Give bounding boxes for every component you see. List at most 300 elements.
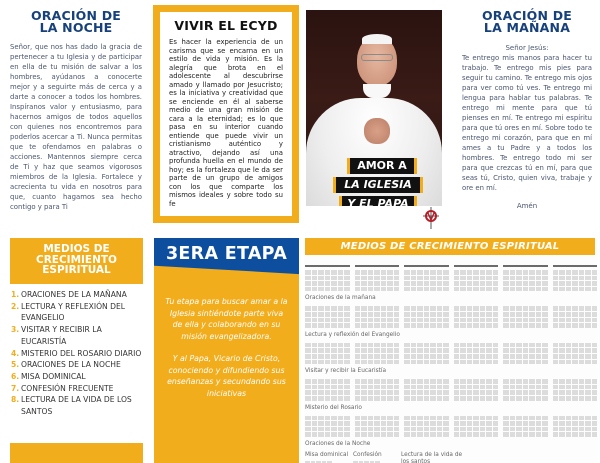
day-checkbox[interactable] <box>510 385 516 390</box>
day-checkbox[interactable] <box>516 427 522 432</box>
day-checkbox[interactable] <box>536 390 542 395</box>
day-checkbox[interactable] <box>443 318 449 323</box>
day-checkbox[interactable] <box>312 323 318 328</box>
day-checkbox[interactable] <box>516 348 522 353</box>
day-checkbox[interactable] <box>529 432 535 437</box>
day-checkbox[interactable] <box>493 427 499 432</box>
day-checkbox[interactable] <box>503 276 509 281</box>
day-checkbox[interactable] <box>473 421 479 426</box>
day-checkbox[interactable] <box>344 312 350 317</box>
day-checkbox[interactable] <box>480 432 486 437</box>
day-checkbox[interactable] <box>338 281 344 286</box>
day-checkbox[interactable] <box>312 348 318 353</box>
day-checkbox[interactable] <box>592 421 598 426</box>
day-checkbox[interactable] <box>542 312 548 317</box>
day-checkbox[interactable] <box>473 416 479 421</box>
day-checkbox[interactable] <box>510 432 516 437</box>
day-checkbox[interactable] <box>394 312 400 317</box>
day-checkbox[interactable] <box>454 360 460 365</box>
day-checkbox[interactable] <box>454 421 460 426</box>
day-checkbox[interactable] <box>344 276 350 281</box>
day-checkbox[interactable] <box>430 421 436 426</box>
day-checkbox[interactable] <box>503 312 509 317</box>
day-checkbox[interactable] <box>454 396 460 401</box>
day-checkbox[interactable] <box>361 287 367 292</box>
day-checkbox[interactable] <box>387 390 393 395</box>
day-checkbox[interactable] <box>480 354 486 359</box>
day-checkbox[interactable] <box>579 318 585 323</box>
day-checkbox[interactable] <box>404 276 410 281</box>
day-checkbox[interactable] <box>417 323 423 328</box>
day-checkbox[interactable] <box>404 348 410 353</box>
day-checkbox[interactable] <box>312 306 318 311</box>
day-checkbox[interactable] <box>559 379 565 384</box>
day-checkbox[interactable] <box>443 421 449 426</box>
day-checkbox[interactable] <box>572 379 578 384</box>
day-checkbox[interactable] <box>374 416 380 421</box>
day-checkbox[interactable] <box>443 354 449 359</box>
day-checkbox[interactable] <box>361 427 367 432</box>
day-checkbox[interactable] <box>553 354 559 359</box>
day-checkbox[interactable] <box>305 427 311 432</box>
day-checkbox[interactable] <box>430 276 436 281</box>
day-checkbox[interactable] <box>430 427 436 432</box>
day-checkbox[interactable] <box>344 385 350 390</box>
day-checkbox[interactable] <box>368 379 374 384</box>
day-checkbox[interactable] <box>536 287 542 292</box>
day-checkbox[interactable] <box>536 348 542 353</box>
day-checkbox[interactable] <box>553 323 559 328</box>
day-checkbox[interactable] <box>559 416 565 421</box>
day-checkbox[interactable] <box>480 312 486 317</box>
day-checkbox[interactable] <box>454 354 460 359</box>
day-checkbox[interactable] <box>424 281 430 286</box>
day-checkbox[interactable] <box>516 432 522 437</box>
day-checkbox[interactable] <box>394 281 400 286</box>
day-checkbox[interactable] <box>361 318 367 323</box>
day-checkbox[interactable] <box>374 312 380 317</box>
day-checkbox[interactable] <box>424 360 430 365</box>
day-checkbox[interactable] <box>467 306 473 311</box>
day-checkbox[interactable] <box>361 421 367 426</box>
day-checkbox[interactable] <box>473 318 479 323</box>
day-checkbox[interactable] <box>338 416 344 421</box>
day-checkbox[interactable] <box>368 416 374 421</box>
day-checkbox[interactable] <box>529 427 535 432</box>
day-checkbox[interactable] <box>312 270 318 275</box>
day-checkbox[interactable] <box>566 354 572 359</box>
day-checkbox[interactable] <box>566 432 572 437</box>
day-checkbox[interactable] <box>430 396 436 401</box>
day-checkbox[interactable] <box>493 270 499 275</box>
day-checkbox[interactable] <box>312 318 318 323</box>
day-checkbox[interactable] <box>566 396 572 401</box>
day-checkbox[interactable] <box>460 421 466 426</box>
day-checkbox[interactable] <box>536 421 542 426</box>
day-checkbox[interactable] <box>424 421 430 426</box>
day-checkbox[interactable] <box>542 432 548 437</box>
day-checkbox[interactable] <box>443 270 449 275</box>
day-checkbox[interactable] <box>585 306 591 311</box>
day-checkbox[interactable] <box>305 432 311 437</box>
day-checkbox[interactable] <box>305 312 311 317</box>
day-checkbox[interactable] <box>559 390 565 395</box>
day-checkbox[interactable] <box>553 306 559 311</box>
day-checkbox[interactable] <box>381 416 387 421</box>
day-checkbox[interactable] <box>381 312 387 317</box>
day-checkbox[interactable] <box>374 343 380 348</box>
day-checkbox[interactable] <box>374 276 380 281</box>
day-checkbox[interactable] <box>305 360 311 365</box>
day-checkbox[interactable] <box>559 354 565 359</box>
day-checkbox[interactable] <box>566 276 572 281</box>
day-checkbox[interactable] <box>493 318 499 323</box>
day-checkbox[interactable] <box>325 390 331 395</box>
day-checkbox[interactable] <box>443 312 449 317</box>
day-checkbox[interactable] <box>437 421 443 426</box>
day-checkbox[interactable] <box>467 427 473 432</box>
day-checkbox[interactable] <box>361 396 367 401</box>
day-checkbox[interactable] <box>404 427 410 432</box>
day-checkbox[interactable] <box>325 379 331 384</box>
day-checkbox[interactable] <box>553 343 559 348</box>
day-checkbox[interactable] <box>411 343 417 348</box>
day-checkbox[interactable] <box>460 270 466 275</box>
day-checkbox[interactable] <box>510 390 516 395</box>
day-checkbox[interactable] <box>361 323 367 328</box>
day-checkbox[interactable] <box>454 416 460 421</box>
day-checkbox[interactable] <box>355 348 361 353</box>
day-checkbox[interactable] <box>338 318 344 323</box>
day-checkbox[interactable] <box>493 281 499 286</box>
day-checkbox[interactable] <box>312 379 318 384</box>
day-checkbox[interactable] <box>493 323 499 328</box>
day-checkbox[interactable] <box>486 281 492 286</box>
day-checkbox[interactable] <box>417 390 423 395</box>
day-checkbox[interactable] <box>480 270 486 275</box>
day-checkbox[interactable] <box>394 348 400 353</box>
day-checkbox[interactable] <box>542 390 548 395</box>
day-checkbox[interactable] <box>331 427 337 432</box>
day-checkbox[interactable] <box>387 396 393 401</box>
day-checkbox[interactable] <box>443 306 449 311</box>
day-checkbox[interactable] <box>387 343 393 348</box>
day-checkbox[interactable] <box>394 318 400 323</box>
day-checkbox[interactable] <box>592 427 598 432</box>
day-checkbox[interactable] <box>510 343 516 348</box>
day-checkbox[interactable] <box>460 385 466 390</box>
day-checkbox[interactable] <box>381 287 387 292</box>
day-checkbox[interactable] <box>368 354 374 359</box>
day-checkbox[interactable] <box>305 379 311 384</box>
day-checkbox[interactable] <box>318 421 324 426</box>
day-checkbox[interactable] <box>480 306 486 311</box>
day-checkbox[interactable] <box>523 348 529 353</box>
day-checkbox[interactable] <box>579 416 585 421</box>
day-checkbox[interactable] <box>523 421 529 426</box>
day-checkbox[interactable] <box>486 306 492 311</box>
day-checkbox[interactable] <box>344 270 350 275</box>
day-checkbox[interactable] <box>579 323 585 328</box>
day-checkbox[interactable] <box>516 379 522 384</box>
day-checkbox[interactable] <box>516 312 522 317</box>
day-checkbox[interactable] <box>331 432 337 437</box>
day-checkbox[interactable] <box>486 396 492 401</box>
day-checkbox[interactable] <box>417 416 423 421</box>
day-checkbox[interactable] <box>592 416 598 421</box>
day-checkbox[interactable] <box>355 360 361 365</box>
day-checkbox[interactable] <box>473 343 479 348</box>
day-checkbox[interactable] <box>338 270 344 275</box>
day-checkbox[interactable] <box>430 360 436 365</box>
day-checkbox[interactable] <box>368 432 374 437</box>
day-checkbox[interactable] <box>592 270 598 275</box>
day-checkbox[interactable] <box>510 270 516 275</box>
day-checkbox[interactable] <box>529 354 535 359</box>
day-checkbox[interactable] <box>305 385 311 390</box>
day-checkbox[interactable] <box>460 281 466 286</box>
day-checkbox[interactable] <box>523 432 529 437</box>
day-checkbox[interactable] <box>394 354 400 359</box>
day-checkbox[interactable] <box>523 343 529 348</box>
day-checkbox[interactable] <box>510 379 516 384</box>
day-checkbox[interactable] <box>542 421 548 426</box>
day-checkbox[interactable] <box>424 270 430 275</box>
day-checkbox[interactable] <box>404 385 410 390</box>
day-checkbox[interactable] <box>424 385 430 390</box>
day-checkbox[interactable] <box>368 270 374 275</box>
day-checkbox[interactable] <box>553 287 559 292</box>
day-checkbox[interactable] <box>585 385 591 390</box>
day-checkbox[interactable] <box>411 306 417 311</box>
day-checkbox[interactable] <box>454 427 460 432</box>
day-checkbox[interactable] <box>516 360 522 365</box>
day-checkbox[interactable] <box>486 416 492 421</box>
day-checkbox[interactable] <box>344 354 350 359</box>
day-checkbox[interactable] <box>361 354 367 359</box>
day-checkbox[interactable] <box>424 416 430 421</box>
day-checkbox[interactable] <box>467 348 473 353</box>
day-checkbox[interactable] <box>486 390 492 395</box>
day-checkbox[interactable] <box>592 287 598 292</box>
day-checkbox[interactable] <box>542 306 548 311</box>
day-checkbox[interactable] <box>467 385 473 390</box>
day-checkbox[interactable] <box>523 270 529 275</box>
day-checkbox[interactable] <box>585 318 591 323</box>
day-checkbox[interactable] <box>480 360 486 365</box>
day-checkbox[interactable] <box>536 427 542 432</box>
day-checkbox[interactable] <box>437 348 443 353</box>
day-checkbox[interactable] <box>443 396 449 401</box>
day-checkbox[interactable] <box>355 323 361 328</box>
day-checkbox[interactable] <box>368 390 374 395</box>
day-checkbox[interactable] <box>417 396 423 401</box>
day-checkbox[interactable] <box>417 343 423 348</box>
day-checkbox[interactable] <box>460 379 466 384</box>
day-checkbox[interactable] <box>443 385 449 390</box>
day-checkbox[interactable] <box>374 427 380 432</box>
day-checkbox[interactable] <box>325 312 331 317</box>
day-checkbox[interactable] <box>523 276 529 281</box>
day-checkbox[interactable] <box>529 421 535 426</box>
day-checkbox[interactable] <box>503 432 509 437</box>
day-checkbox[interactable] <box>387 416 393 421</box>
day-checkbox[interactable] <box>312 390 318 395</box>
day-checkbox[interactable] <box>510 348 516 353</box>
day-checkbox[interactable] <box>338 390 344 395</box>
day-checkbox[interactable] <box>318 276 324 281</box>
day-checkbox[interactable] <box>585 390 591 395</box>
day-checkbox[interactable] <box>516 343 522 348</box>
day-checkbox[interactable] <box>480 427 486 432</box>
day-checkbox[interactable] <box>566 343 572 348</box>
day-checkbox[interactable] <box>368 343 374 348</box>
day-checkbox[interactable] <box>473 432 479 437</box>
day-checkbox[interactable] <box>381 385 387 390</box>
day-checkbox[interactable] <box>331 343 337 348</box>
day-checkbox[interactable] <box>510 312 516 317</box>
day-checkbox[interactable] <box>559 312 565 317</box>
day-checkbox[interactable] <box>467 287 473 292</box>
day-checkbox[interactable] <box>493 287 499 292</box>
day-checkbox[interactable] <box>361 390 367 395</box>
day-checkbox[interactable] <box>374 396 380 401</box>
day-checkbox[interactable] <box>454 281 460 286</box>
day-checkbox[interactable] <box>318 427 324 432</box>
day-checkbox[interactable] <box>394 432 400 437</box>
day-checkbox[interactable] <box>430 416 436 421</box>
day-checkbox[interactable] <box>411 318 417 323</box>
day-checkbox[interactable] <box>480 396 486 401</box>
day-checkbox[interactable] <box>516 287 522 292</box>
day-checkbox[interactable] <box>454 270 460 275</box>
day-checkbox[interactable] <box>516 270 522 275</box>
day-checkbox[interactable] <box>331 396 337 401</box>
day-checkbox[interactable] <box>305 390 311 395</box>
day-checkbox[interactable] <box>318 348 324 353</box>
day-checkbox[interactable] <box>542 270 548 275</box>
day-checkbox[interactable] <box>411 379 417 384</box>
day-checkbox[interactable] <box>486 312 492 317</box>
day-checkbox[interactable] <box>467 421 473 426</box>
day-checkbox[interactable] <box>424 323 430 328</box>
day-checkbox[interactable] <box>516 385 522 390</box>
day-checkbox[interactable] <box>553 312 559 317</box>
day-checkbox[interactable] <box>437 360 443 365</box>
day-checkbox[interactable] <box>344 360 350 365</box>
day-checkbox[interactable] <box>572 421 578 426</box>
day-checkbox[interactable] <box>394 343 400 348</box>
day-checkbox[interactable] <box>503 281 509 286</box>
day-checkbox[interactable] <box>417 421 423 426</box>
day-checkbox[interactable] <box>553 427 559 432</box>
day-checkbox[interactable] <box>480 416 486 421</box>
day-checkbox[interactable] <box>404 306 410 311</box>
day-checkbox[interactable] <box>318 306 324 311</box>
day-checkbox[interactable] <box>331 354 337 359</box>
day-checkbox[interactable] <box>566 306 572 311</box>
day-checkbox[interactable] <box>361 281 367 286</box>
day-checkbox[interactable] <box>473 276 479 281</box>
day-checkbox[interactable] <box>493 390 499 395</box>
day-checkbox[interactable] <box>572 270 578 275</box>
day-checkbox[interactable] <box>312 312 318 317</box>
day-checkbox[interactable] <box>381 270 387 275</box>
day-checkbox[interactable] <box>344 379 350 384</box>
day-checkbox[interactable] <box>374 421 380 426</box>
day-checkbox[interactable] <box>467 318 473 323</box>
day-checkbox[interactable] <box>493 354 499 359</box>
day-checkbox[interactable] <box>503 323 509 328</box>
day-checkbox[interactable] <box>510 427 516 432</box>
day-checkbox[interactable] <box>305 348 311 353</box>
day-checkbox[interactable] <box>585 421 591 426</box>
day-checkbox[interactable] <box>355 270 361 275</box>
day-checkbox[interactable] <box>585 360 591 365</box>
day-checkbox[interactable] <box>318 281 324 286</box>
day-checkbox[interactable] <box>542 281 548 286</box>
day-checkbox[interactable] <box>411 421 417 426</box>
day-checkbox[interactable] <box>394 276 400 281</box>
day-checkbox[interactable] <box>523 390 529 395</box>
day-checkbox[interactable] <box>374 360 380 365</box>
day-checkbox[interactable] <box>579 287 585 292</box>
day-checkbox[interactable] <box>493 385 499 390</box>
day-checkbox[interactable] <box>387 306 393 311</box>
day-checkbox[interactable] <box>585 427 591 432</box>
day-checkbox[interactable] <box>404 421 410 426</box>
day-checkbox[interactable] <box>559 323 565 328</box>
day-checkbox[interactable] <box>411 270 417 275</box>
day-checkbox[interactable] <box>480 379 486 384</box>
day-checkbox[interactable] <box>572 432 578 437</box>
day-checkbox[interactable] <box>585 432 591 437</box>
day-checkbox[interactable] <box>361 379 367 384</box>
day-checkbox[interactable] <box>331 306 337 311</box>
day-checkbox[interactable] <box>387 312 393 317</box>
day-checkbox[interactable] <box>559 432 565 437</box>
day-checkbox[interactable] <box>325 416 331 421</box>
day-checkbox[interactable] <box>312 360 318 365</box>
day-checkbox[interactable] <box>305 306 311 311</box>
day-checkbox[interactable] <box>437 379 443 384</box>
day-checkbox[interactable] <box>443 427 449 432</box>
day-checkbox[interactable] <box>529 323 535 328</box>
day-checkbox[interactable] <box>417 354 423 359</box>
day-checkbox[interactable] <box>486 348 492 353</box>
day-checkbox[interactable] <box>437 318 443 323</box>
day-checkbox[interactable] <box>460 360 466 365</box>
day-checkbox[interactable] <box>387 276 393 281</box>
day-checkbox[interactable] <box>325 343 331 348</box>
day-checkbox[interactable] <box>430 379 436 384</box>
day-checkbox[interactable] <box>480 323 486 328</box>
day-checkbox[interactable] <box>361 385 367 390</box>
day-checkbox[interactable] <box>430 312 436 317</box>
day-checkbox[interactable] <box>355 427 361 432</box>
day-checkbox[interactable] <box>381 354 387 359</box>
day-checkbox[interactable] <box>417 348 423 353</box>
day-checkbox[interactable] <box>394 421 400 426</box>
day-checkbox[interactable] <box>480 343 486 348</box>
day-checkbox[interactable] <box>318 312 324 317</box>
day-checkbox[interactable] <box>486 270 492 275</box>
day-checkbox[interactable] <box>467 379 473 384</box>
day-checkbox[interactable] <box>437 432 443 437</box>
day-checkbox[interactable] <box>529 281 535 286</box>
day-checkbox[interactable] <box>387 348 393 353</box>
day-checkbox[interactable] <box>417 360 423 365</box>
